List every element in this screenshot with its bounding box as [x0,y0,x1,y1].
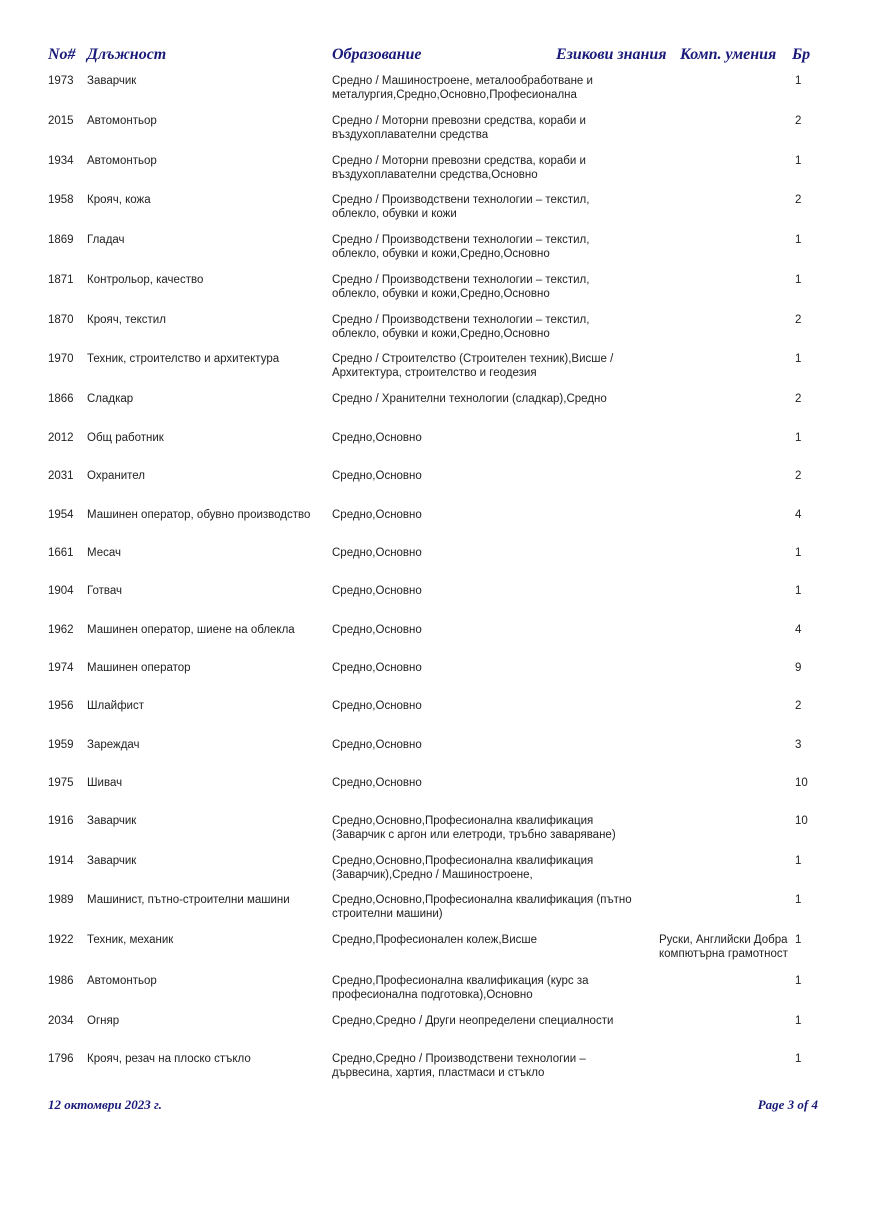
row-position: Автомонтьор [87,115,157,127]
row-number: 1974 [48,662,74,674]
row-number: 2034 [48,1015,74,1027]
row-position: Автомонтьор [87,155,157,167]
row-position: Машинен оператор [87,662,191,674]
row-count: 1 [795,934,802,946]
row-count: 3 [795,739,802,751]
row-position: Общ работник [87,432,164,444]
row-count: 1 [795,1015,802,1027]
row-position: Автомонтьор [87,975,157,987]
row-education: Средно / Производствени технологии – текстил, облекло, обувки и кожи,Средно,Основно [332,274,590,300]
row-position: Огняр [87,1015,120,1027]
row-count: 1 [795,75,802,87]
row-education: Средно / Машиностроене, металообработване и металургия,Средно,Основно,Професионална [332,75,593,101]
row-education: Средно,Основно [332,739,422,751]
row-number: 2015 [48,115,74,127]
row-position: Крояч, резач на плоско стъкло [87,1053,251,1065]
row-education: Средно / Моторни превозни средства, кораби и въздухоплавателни средства,Основно [332,155,586,181]
row-count: 1 [795,975,802,987]
row-number: 2031 [48,470,74,482]
row-education: Средно / Производствени технологии – текстил, облекло, обувки и кожи,Средно,Основно [332,314,590,340]
row-position: Техник, строителство и архитектура [87,353,280,365]
row-education: Средно,Основно,Професионална квалификация (пътно строителни машини) [332,894,632,920]
row-education: Средно,Основно [332,662,422,674]
column-header-count: Бр [792,46,811,63]
row-education: Средно,Основно [332,509,422,521]
row-number: 1959 [48,739,74,751]
row-count: 4 [795,624,802,636]
row-position: Машинен оператор, шиене на облекла [87,624,295,636]
row-education: Средно / Строителство (Строителен техник),Висше / Архитектура, строителство и геодезия [332,353,614,379]
row-count: 2 [795,194,802,206]
column-header-position: Длъжност [87,46,167,63]
row-education: Средно / Моторни превозни средства, кораби и въздухоплавателни средства [332,115,586,141]
row-education: Средно,Основно [332,585,422,597]
row-count: 2 [795,115,802,127]
row-number: 1796 [48,1053,74,1065]
row-count: 2 [795,700,802,712]
row-position: Крояч, кожа [87,194,151,206]
row-education: Средно / Производствени технологии – текстил, облекло, обувки и кожи,Средно,Основно [332,234,590,260]
row-education: Средно,Основно,Професионална квалификация (Заварчик с аргон или елетроди, тръбно заваряване) [332,815,616,841]
row-count: 1 [795,274,802,286]
row-number: 1934 [48,155,74,167]
row-count: 1 [795,855,802,867]
row-number: 1916 [48,815,74,827]
row-education: Средно,Основно [332,470,422,482]
row-number: 1986 [48,975,74,987]
row-languages: Руски, Английски Добра компютърна грамотност [659,934,788,960]
row-position: Заварчик [87,75,137,87]
footer-date: 12 октомври 2023 г. [48,1097,162,1112]
row-count: 10 [795,815,808,827]
row-number: 1914 [48,855,74,867]
row-position: Контрольор, качество [87,274,204,286]
row-position: Шлайфист [87,700,144,712]
footer-page-number: Page 3 of 4 [757,1097,818,1112]
row-position: Гладач [87,234,125,246]
column-header-no: No# [48,46,76,63]
column-header-education: Образование [332,46,422,63]
column-header-languages: Езикови знания [556,46,667,63]
row-position: Шивач [87,777,123,789]
row-education: Средно / Производствени технологии – текстил, облекло, обувки и кожи [332,194,590,220]
row-number: 1866 [48,393,74,405]
row-number: 1904 [48,585,74,597]
row-position: Зареждач [87,739,140,751]
row-position: Заварчик [87,815,137,827]
row-number: 1870 [48,314,74,326]
row-number: 1973 [48,75,74,87]
row-education: Средно / Хранителни технологии (сладкар),Средно [332,393,607,405]
row-count: 1 [795,1053,802,1065]
row-education: Средно,Средно / Производствени технологии – дървесина, хартия, пластмаси и стъкло [332,1053,586,1079]
row-number: 1922 [48,934,74,946]
row-count: 1 [795,353,802,365]
row-education: Средно,Професионална квалификация (курс за професионална подготовка),Основно [332,975,589,1001]
row-number: 1954 [48,509,74,521]
row-number: 1989 [48,894,74,906]
row-number: 1871 [48,274,74,286]
row-number: 1962 [48,624,74,636]
row-position: Готвач [87,585,122,597]
row-count: 10 [795,777,808,789]
row-count: 1 [795,894,802,906]
row-position: Месач [87,547,121,559]
row-education: Средно,Средно / Други неопределени специалности [332,1015,614,1027]
row-education: Средно,Основно [332,547,422,559]
row-position: Сладкар [87,393,134,405]
row-education: Средно,Основно,Професионална квалификация (Заварчик),Средно / Машиностроене, [332,855,594,881]
row-number: 1970 [48,353,74,365]
row-count: 9 [795,662,802,674]
row-position: Техник, механик [87,934,174,946]
row-count: 1 [795,432,802,444]
row-number: 1958 [48,194,74,206]
row-education: Средно,Основно [332,432,422,444]
row-count: 4 [795,509,802,521]
row-education: Средно,Основно [332,777,422,789]
row-count: 1 [795,234,802,246]
row-count: 2 [795,314,802,326]
row-number: 1975 [48,777,74,789]
row-count: 2 [795,470,802,482]
row-number: 1661 [48,547,74,559]
row-count: 1 [795,585,802,597]
column-header-computer-skills: Комп. умения [680,46,777,63]
row-education: Средно,Професионален колеж,Висше [332,934,538,946]
row-count: 1 [795,155,802,167]
row-position: Машинен оператор, обувно производство [87,509,311,521]
row-count: 1 [795,547,802,559]
row-number: 2012 [48,432,74,444]
row-education: Средно,Основно [332,700,422,712]
row-count: 2 [795,393,802,405]
row-education: Средно,Основно [332,624,422,636]
row-number: 1956 [48,700,74,712]
row-number: 1869 [48,234,74,246]
row-position: Машинист, пътно-строителни машини [87,894,290,906]
row-position: Охранител [87,470,145,482]
row-position: Заварчик [87,855,137,867]
row-position: Крояч, текстил [87,314,166,326]
